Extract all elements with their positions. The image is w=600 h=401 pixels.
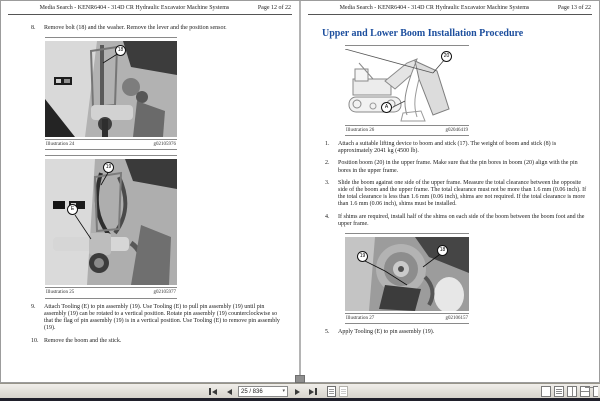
machinery-photo <box>345 237 469 311</box>
previous-page-icon <box>227 389 232 395</box>
step-3 <box>325 180 589 209</box>
last-page-button[interactable] <box>306 386 320 398</box>
page-layout-group <box>541 386 598 397</box>
page-left <box>1 1 299 382</box>
page-number-label: Page 13 of 22 <box>557 5 591 11</box>
step-9-text: Attach Tooling (E) to pin assembly (19). Use Tooling (E) to pull pin assembly (19) until pin assembly (19) can be rotated to a vertical position. Rotate pin assembly (19) counterclockwise so that the flag of pin assembly (19) is in a vertical position. Use Tooling (E) to remove pin assembly (19). <box>44 303 280 332</box>
last-page-icon <box>309 389 314 395</box>
step-9 <box>31 304 287 333</box>
step-4-number: 4. <box>325 213 330 220</box>
step-4-text: If shims are required, install half of the shims on each side of the boom between the boom foot and the upper frame. <box>338 213 585 227</box>
navigation-toolbar <box>0 383 600 398</box>
illustration-25-label: Illustration 25 <box>46 290 75 296</box>
continuous-layout-button[interactable] <box>554 386 564 397</box>
illustration-26-code: g02046419 <box>445 127 468 133</box>
illustration-25 <box>45 155 177 299</box>
callout-18: 18 <box>115 45 126 56</box>
document-title: Media Search - KENR6404 - 314D CR Hydraulic Excavator Machine Systems <box>39 5 230 11</box>
previous-page-button[interactable] <box>222 386 236 398</box>
step-4 <box>325 214 589 228</box>
illustration-27-code: g02106157 <box>445 315 468 321</box>
illustration-26-caption <box>345 125 469 137</box>
illustration-24-caption <box>45 139 177 151</box>
next-page-button[interactable] <box>290 386 304 398</box>
callout-A: A <box>381 102 392 113</box>
previous-view-button[interactable] <box>327 386 336 397</box>
step-2 <box>325 160 589 174</box>
page-header-left <box>8 5 292 15</box>
facing-pages-layout-button[interactable] <box>580 386 590 397</box>
page-number-value: 25 / 836 <box>241 388 263 395</box>
illustration-24 <box>45 37 177 151</box>
step-10-number: 10. <box>31 337 39 344</box>
step-8-text: Remove bolt (18) and the washer. Remove the lever and the position sensor. <box>44 24 227 31</box>
illustration-27-image <box>345 233 469 311</box>
callout-19: 19 <box>103 162 114 173</box>
two-up-layout-button[interactable] <box>567 386 577 397</box>
step-5-text: Apply Tooling (E) to pin assembly (19). <box>338 329 435 336</box>
illustration-25-image <box>45 155 177 285</box>
page-view-buttons <box>327 386 348 397</box>
first-page-button[interactable] <box>206 386 220 398</box>
section-heading: Upper and Lower Boom Installation Procedure <box>322 27 524 39</box>
machinery-photo <box>45 41 177 137</box>
illustration-27-label: Illustration 27 <box>346 315 375 321</box>
chevron-down-icon: ▾ <box>282 388 285 394</box>
illustration-24-image <box>45 37 177 137</box>
next-view-button[interactable] <box>339 386 348 397</box>
step-5-number: 5. <box>325 329 330 336</box>
illustration-27-caption <box>345 313 469 325</box>
step-10-text: Remove the boom and the stick. <box>44 337 122 344</box>
machinery-photo <box>45 159 177 285</box>
document-title: Media Search - KENR6404 - 314D CR Hydraulic Excavator Machine Systems <box>339 5 530 11</box>
step-5 <box>325 329 587 336</box>
callout-20: 20 <box>441 51 452 62</box>
step-2-text: Position boom (20) in the upper frame. Make sure that the pin bores in boom (20) align with the pin bores in the upper frame. <box>338 160 578 174</box>
page-number-label: Page 12 of 22 <box>257 5 291 11</box>
single-page-layout-button[interactable] <box>541 386 551 397</box>
illustration-26-image <box>345 45 469 123</box>
step-3-text: Slide the boom against one side of the upper frame. Measure the total clearance between the opposite side of the boom and the upper frame. The total clearance must not be more than 1.6 mm (0.06 inch). If the total clearance is less than 1.6 mm (0.06 inch), shims are not required. If the total clearance is more than 1.6 mm (0.06 inch), shims must be installed. <box>338 179 587 208</box>
illustration-24-label: Illustration 24 <box>46 141 75 147</box>
callout-18: 18 <box>437 245 448 256</box>
illustration-25-caption <box>45 287 177 299</box>
illustration-26-label: Illustration 26 <box>346 127 375 133</box>
step-10 <box>31 338 287 345</box>
callout-19: 19 <box>357 251 368 262</box>
step-2-number: 2. <box>325 160 330 167</box>
clipped-layout-button[interactable] <box>593 386 598 397</box>
page-right <box>301 1 599 382</box>
illustration-24-code: g02105976 <box>153 141 176 147</box>
next-page-icon <box>295 389 300 395</box>
illustration-25-code: g02105977 <box>153 290 176 296</box>
step-1-text: Attach a suitable lifting device to boom and stick (17). The weight of boom and stick (8) is approximately 2041 kg (4500 lb). <box>338 141 557 155</box>
step-8-number: 8. <box>31 24 36 31</box>
page-nav-group <box>206 385 348 398</box>
page-seam-handle[interactable] <box>295 375 305 383</box>
step-1-number: 1. <box>325 141 330 148</box>
page-number-input[interactable] <box>238 386 288 397</box>
callout-E: E <box>67 204 78 215</box>
step-9-number: 9. <box>31 303 36 310</box>
page-header-right <box>308 5 592 15</box>
first-page-icon <box>209 388 211 395</box>
step-3-number: 3. <box>325 179 330 186</box>
step-8 <box>31 25 287 32</box>
step-1 <box>325 141 589 155</box>
illustration-27 <box>345 233 469 325</box>
illustration-26 <box>345 45 469 137</box>
